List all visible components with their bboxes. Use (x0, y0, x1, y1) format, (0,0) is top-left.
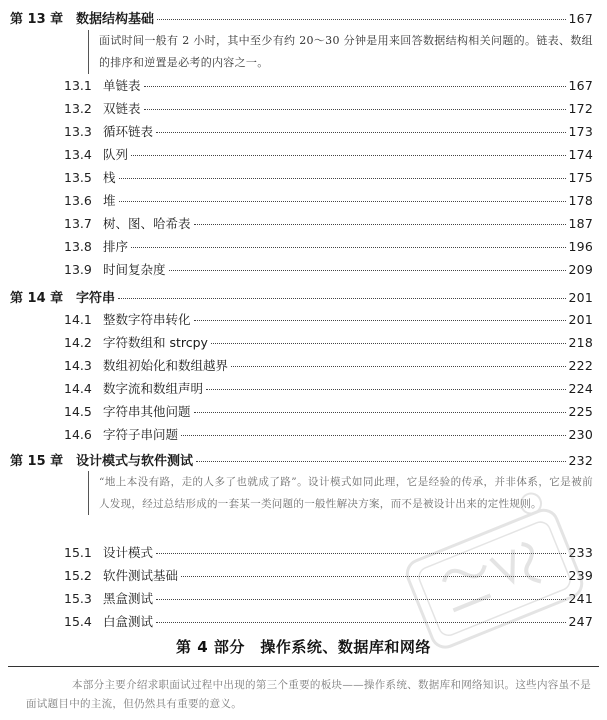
section-number: 13.7 (64, 216, 92, 231)
dot-leader (231, 366, 566, 367)
section-number: 14.2 (64, 335, 92, 350)
toc-section-13-4[interactable] (64, 145, 593, 163)
section-title: 树、图、哈希表 (103, 216, 191, 231)
section-number: 13.5 (64, 170, 92, 185)
page-number: 174 (568, 147, 593, 162)
page-number: 167 (568, 11, 593, 26)
page-number: 222 (568, 358, 593, 373)
section-title: 单链表 (103, 78, 141, 93)
page-number: 239 (568, 568, 593, 583)
toc-section-13-8[interactable] (64, 237, 593, 255)
dot-leader (211, 343, 566, 344)
chapter-intro-text: 面试时间一般有 2 小时，其中至少有约 20～30 分钟是用来回答数据结构相关问题的。链表、数组的排序和逆置是必考的内容之一。 (99, 34, 593, 69)
chapter-number: 第 14 章 (10, 291, 64, 306)
page-number: 187 (568, 216, 593, 231)
page-number: 167 (568, 78, 593, 93)
page-number: 247 (568, 614, 593, 629)
toc-section-15-1[interactable] (64, 543, 593, 561)
dot-leader (131, 155, 566, 156)
part-title: 第 4 部分 操作系统、数据库和网络 (176, 638, 431, 656)
section-number: 14.1 (64, 312, 92, 327)
dot-leader (156, 622, 566, 623)
toc-section-13-6[interactable] (64, 191, 593, 209)
section-number: 14.3 (64, 358, 92, 373)
section-title: 白盒测试 (103, 614, 154, 629)
section-title: 字符串其他问题 (103, 404, 191, 419)
section-title: 黑盒测试 (103, 591, 154, 606)
page-number: 178 (568, 193, 593, 208)
toc-section-14-3[interactable] (64, 356, 593, 374)
section-number: 15.2 (64, 568, 92, 583)
chapter-intro-15 (88, 471, 593, 515)
section-number: 14.5 (64, 404, 92, 419)
page-number: 230 (568, 427, 593, 442)
dot-leader (169, 270, 566, 271)
page-number: 201 (568, 312, 593, 327)
page-number: 232 (568, 453, 593, 468)
dot-leader (181, 435, 566, 436)
section-number: 13.2 (64, 101, 92, 116)
section-number: 13.4 (64, 147, 92, 162)
dot-leader (156, 599, 566, 600)
toc-section-14-4[interactable] (64, 379, 593, 397)
toc-section-14-6[interactable] (64, 425, 593, 443)
section-title: 数组初始化和数组越界 (103, 358, 229, 373)
chapter-intro-text: “地上本没有路，走的人多了也就成了路”。设计模式如同此理，它是经验的传承，并非体系，它是被前人发现，经过总结形成的一套某一类问题的一般性解决方案，而不是被设计出来的定性规则。 (99, 476, 593, 510)
section-title: 设计模式 (103, 545, 154, 560)
dot-leader (119, 201, 566, 202)
section-title: 堆 (103, 193, 116, 208)
page-number: 224 (568, 381, 593, 396)
toc-chapter-14[interactable] (10, 287, 593, 306)
section-title: 数字流和数组声明 (103, 381, 204, 396)
section-number: 15.4 (64, 614, 92, 629)
dot-leader (194, 224, 566, 225)
page-number: 218 (568, 335, 593, 350)
page-number: 201 (568, 290, 593, 305)
part-divider (8, 666, 599, 667)
section-number: 15.3 (64, 591, 92, 606)
page-number: 233 (568, 545, 593, 560)
section-number: 13.9 (64, 262, 92, 277)
section-number: 14.6 (64, 427, 92, 442)
toc-section-13-3[interactable] (64, 122, 593, 140)
section-number: 13.6 (64, 193, 92, 208)
dot-leader (181, 576, 566, 577)
section-title: 字符子串问题 (103, 427, 179, 442)
chapter-number: 第 15 章 (10, 454, 64, 469)
section-title: 循环链表 (103, 124, 154, 139)
dot-leader (118, 298, 566, 299)
chapter-intro-13 (88, 30, 593, 74)
page-number: 175 (568, 170, 593, 185)
toc-section-13-9[interactable] (64, 260, 593, 278)
section-title: 排序 (103, 239, 129, 254)
page-number: 173 (568, 124, 593, 139)
section-number: 15.1 (64, 545, 92, 560)
section-title: 整数字符串转化 (103, 312, 191, 327)
toc-section-14-2[interactable] (64, 333, 593, 351)
toc-section-13-5[interactable] (64, 168, 593, 186)
dot-leader (144, 109, 566, 110)
toc-section-14-1[interactable] (64, 310, 593, 328)
toc-section-13-2[interactable] (64, 99, 593, 117)
dot-leader (194, 320, 566, 321)
chapter-number: 第 13 章 (10, 12, 64, 27)
toc-chapter-15[interactable] (10, 450, 593, 469)
section-number: 13.3 (64, 124, 92, 139)
toc-chapter-13[interactable] (10, 8, 593, 27)
section-number: 13.1 (64, 78, 92, 93)
chapter-title: 字符串 (76, 291, 116, 306)
toc-section-14-5[interactable] (64, 402, 593, 420)
page-number: 196 (568, 239, 593, 254)
toc-section-15-4[interactable] (64, 612, 593, 630)
toc-section-15-2[interactable] (64, 566, 593, 584)
section-title: 双链表 (103, 101, 141, 116)
dot-leader (194, 412, 566, 413)
dot-leader (206, 389, 566, 390)
chapter-title: 设计模式与软件测试 (76, 454, 194, 469)
page-number: 225 (568, 404, 593, 419)
dot-leader (196, 461, 566, 462)
section-title: 软件测试基础 (103, 568, 179, 583)
dot-leader (156, 553, 566, 554)
dot-leader (157, 19, 566, 20)
page-number: 241 (568, 591, 593, 606)
toc-section-13-1[interactable] (64, 76, 593, 94)
page-number: 209 (568, 262, 593, 277)
section-title: 字符数组和 strcpy (103, 335, 208, 350)
part-description: 本部分主要介绍求职面试过程中出现的第三个重要的板块——操作系统、数据库和网络知识。这些内容虽不是面试题目中的主流，但仍然具有重要的意义。 (26, 679, 591, 710)
dot-leader (144, 86, 566, 87)
section-title: 栈 (103, 170, 116, 185)
dot-leader (156, 132, 566, 133)
dot-leader (131, 247, 566, 248)
toc-section-15-3[interactable] (64, 589, 593, 607)
page-number: 172 (568, 101, 593, 116)
section-number: 13.8 (64, 239, 92, 254)
section-number: 14.4 (64, 381, 92, 396)
section-title: 时间复杂度 (103, 262, 166, 277)
section-title: 队列 (103, 147, 129, 162)
dot-leader (119, 178, 566, 179)
chapter-title: 数据结构基础 (76, 12, 155, 27)
toc-section-13-7[interactable] (64, 214, 593, 232)
